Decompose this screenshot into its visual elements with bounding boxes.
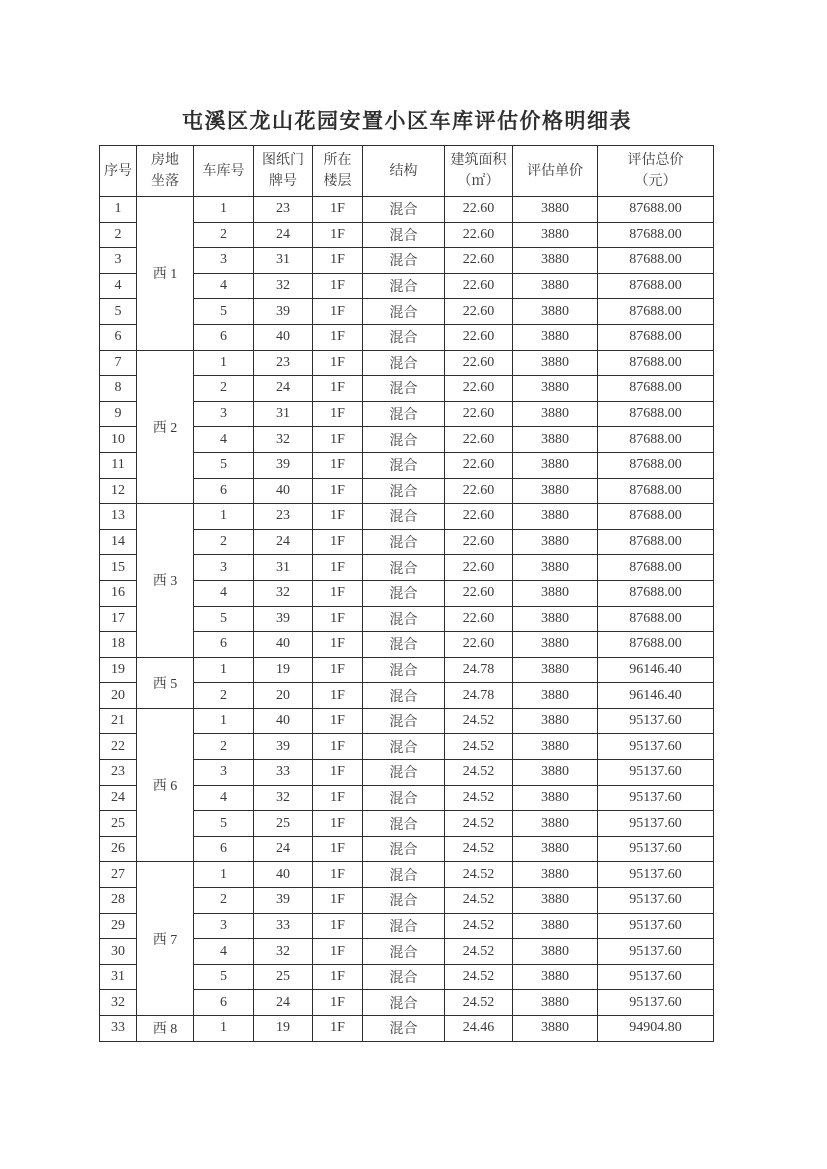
cell-area: 22.60: [445, 452, 513, 478]
cell-total: 87688.00: [598, 478, 714, 504]
cell-area: 22.60: [445, 632, 513, 658]
cell-floor: 1F: [313, 939, 363, 965]
cell-unit_price: 3880: [513, 452, 598, 478]
cell-total: 87688.00: [598, 273, 714, 299]
cell-total: 87688.00: [598, 529, 714, 555]
cell-structure: 混合: [363, 452, 445, 478]
cell-total: 87688.00: [598, 324, 714, 350]
table-row: [100, 657, 714, 683]
cell-garage: 6: [194, 324, 254, 350]
cell-unit_price: 3880: [513, 555, 598, 581]
cell-floor: 1F: [313, 197, 363, 223]
table-row: [100, 504, 714, 530]
cell-garage: 2: [194, 683, 254, 709]
cell-garage: 4: [194, 785, 254, 811]
cell-area: 24.52: [445, 836, 513, 862]
cell-total: 87688.00: [598, 376, 714, 402]
cell-garage: 1: [194, 708, 254, 734]
cell-structure: 混合: [363, 785, 445, 811]
cell-area: 22.60: [445, 504, 513, 530]
cell-garage: 6: [194, 990, 254, 1016]
cell-unit_price: 3880: [513, 248, 598, 274]
cell-location: 西 1: [137, 197, 194, 351]
cell-seq: 16: [100, 580, 137, 606]
cell-total: 87688.00: [598, 632, 714, 658]
cell-garage: 6: [194, 478, 254, 504]
cell-floor: 1F: [313, 555, 363, 581]
cell-garage: 5: [194, 299, 254, 325]
column-header-total: 评估总价 （元）: [598, 146, 714, 197]
cell-unit_price: 3880: [513, 401, 598, 427]
cell-floor: 1F: [313, 606, 363, 632]
column-header-area: 建筑面积 （㎡）: [445, 146, 513, 197]
document-body: [99, 106, 715, 1042]
cell-floor: 1F: [313, 580, 363, 606]
cell-location: 西 2: [137, 350, 194, 504]
cell-floor: 1F: [313, 478, 363, 504]
cell-door: 31: [254, 555, 313, 581]
cell-seq: 21: [100, 708, 137, 734]
cell-seq: 8: [100, 376, 137, 402]
cell-area: 22.60: [445, 478, 513, 504]
column-header-unit_price: 评估单价: [513, 146, 598, 197]
cell-seq: 3: [100, 248, 137, 274]
cell-total: 95137.60: [598, 708, 714, 734]
cell-unit_price: 3880: [513, 529, 598, 555]
cell-structure: 混合: [363, 990, 445, 1016]
cell-floor: 1F: [313, 376, 363, 402]
cell-structure: 混合: [363, 197, 445, 223]
cell-garage: 1: [194, 862, 254, 888]
cell-floor: 1F: [313, 811, 363, 837]
cell-unit_price: 3880: [513, 273, 598, 299]
cell-total: 95137.60: [598, 862, 714, 888]
cell-seq: 1: [100, 197, 137, 223]
cell-door: 32: [254, 939, 313, 965]
cell-total: 87688.00: [598, 401, 714, 427]
cell-unit_price: 3880: [513, 836, 598, 862]
cell-structure: 混合: [363, 913, 445, 939]
cell-structure: 混合: [363, 401, 445, 427]
cell-unit_price: 3880: [513, 990, 598, 1016]
cell-floor: 1F: [313, 990, 363, 1016]
cell-seq: 33: [100, 1016, 137, 1042]
cell-structure: 混合: [363, 555, 445, 581]
cell-seq: 14: [100, 529, 137, 555]
cell-seq: 27: [100, 862, 137, 888]
cell-unit_price: 3880: [513, 785, 598, 811]
cell-garage: 1: [194, 1016, 254, 1042]
column-header-location: 房地 坐落: [137, 146, 194, 197]
cell-garage: 1: [194, 350, 254, 376]
cell-area: 22.60: [445, 222, 513, 248]
cell-garage: 2: [194, 222, 254, 248]
cell-door: 19: [254, 657, 313, 683]
cell-structure: 混合: [363, 964, 445, 990]
cell-unit_price: 3880: [513, 197, 598, 223]
cell-total: 95137.60: [598, 888, 714, 914]
cell-structure: 混合: [363, 888, 445, 914]
cell-total: 87688.00: [598, 452, 714, 478]
cell-door: 23: [254, 504, 313, 530]
table-body: [100, 197, 714, 1042]
cell-area: 24.52: [445, 811, 513, 837]
cell-unit_price: 3880: [513, 760, 598, 786]
cell-door: 39: [254, 888, 313, 914]
cell-floor: 1F: [313, 964, 363, 990]
cell-floor: 1F: [313, 248, 363, 274]
cell-floor: 1F: [313, 888, 363, 914]
cell-total: 95137.60: [598, 811, 714, 837]
cell-door: 32: [254, 785, 313, 811]
cell-structure: 混合: [363, 939, 445, 965]
cell-door: 39: [254, 606, 313, 632]
cell-seq: 26: [100, 836, 137, 862]
cell-structure: 混合: [363, 478, 445, 504]
cell-floor: 1F: [313, 760, 363, 786]
cell-door: 24: [254, 222, 313, 248]
cell-area: 24.52: [445, 888, 513, 914]
cell-unit_price: 3880: [513, 683, 598, 709]
cell-area: 24.52: [445, 862, 513, 888]
cell-structure: 混合: [363, 632, 445, 658]
cell-unit_price: 3880: [513, 811, 598, 837]
cell-garage: 3: [194, 760, 254, 786]
cell-structure: 混合: [363, 811, 445, 837]
cell-seq: 2: [100, 222, 137, 248]
table-row: [100, 1016, 714, 1042]
cell-structure: 混合: [363, 734, 445, 760]
cell-area: 22.60: [445, 248, 513, 274]
cell-unit_price: 3880: [513, 939, 598, 965]
cell-structure: 混合: [363, 273, 445, 299]
cell-unit_price: 3880: [513, 299, 598, 325]
cell-floor: 1F: [313, 299, 363, 325]
cell-area: 22.60: [445, 555, 513, 581]
cell-area: 22.60: [445, 401, 513, 427]
cell-garage: 3: [194, 248, 254, 274]
cell-floor: 1F: [313, 350, 363, 376]
column-header-structure: 结构: [363, 146, 445, 197]
cell-unit_price: 3880: [513, 657, 598, 683]
cell-structure: 混合: [363, 760, 445, 786]
page-title: 屯溪区龙山花园安置小区车库评估价格明细表: [182, 109, 632, 133]
cell-unit_price: 3880: [513, 222, 598, 248]
cell-structure: 混合: [363, 504, 445, 530]
cell-door: 25: [254, 811, 313, 837]
cell-door: 40: [254, 478, 313, 504]
cell-floor: 1F: [313, 657, 363, 683]
cell-unit_price: 3880: [513, 862, 598, 888]
cell-total: 95137.60: [598, 990, 714, 1016]
cell-floor: 1F: [313, 529, 363, 555]
cell-seq: 30: [100, 939, 137, 965]
cell-unit_price: 3880: [513, 913, 598, 939]
cell-door: 40: [254, 324, 313, 350]
table-row: [100, 197, 714, 223]
cell-seq: 20: [100, 683, 137, 709]
cell-floor: 1F: [313, 708, 363, 734]
cell-door: 24: [254, 990, 313, 1016]
cell-structure: 混合: [363, 683, 445, 709]
cell-area: 24.52: [445, 913, 513, 939]
cell-seq: 24: [100, 785, 137, 811]
cell-structure: 混合: [363, 862, 445, 888]
cell-seq: 11: [100, 452, 137, 478]
cell-garage: 4: [194, 427, 254, 453]
table-row: [100, 708, 714, 734]
cell-door: 40: [254, 632, 313, 658]
cell-unit_price: 3880: [513, 964, 598, 990]
cell-seq: 15: [100, 555, 137, 581]
cell-area: 24.52: [445, 760, 513, 786]
cell-door: 31: [254, 248, 313, 274]
cell-garage: 3: [194, 913, 254, 939]
cell-unit_price: 3880: [513, 504, 598, 530]
cell-door: 32: [254, 427, 313, 453]
cell-structure: 混合: [363, 529, 445, 555]
cell-door: 32: [254, 273, 313, 299]
cell-floor: 1F: [313, 913, 363, 939]
cell-structure: 混合: [363, 580, 445, 606]
cell-total: 87688.00: [598, 555, 714, 581]
cell-structure: 混合: [363, 299, 445, 325]
cell-area: 24.52: [445, 708, 513, 734]
cell-total: 87688.00: [598, 197, 714, 223]
cell-floor: 1F: [313, 222, 363, 248]
price-table: [99, 145, 714, 1042]
cell-garage: 5: [194, 811, 254, 837]
cell-seq: 6: [100, 324, 137, 350]
cell-structure: 混合: [363, 350, 445, 376]
cell-door: 33: [254, 913, 313, 939]
cell-floor: 1F: [313, 504, 363, 530]
cell-area: 24.52: [445, 990, 513, 1016]
cell-seq: 9: [100, 401, 137, 427]
cell-area: 22.60: [445, 427, 513, 453]
cell-location: 西 6: [137, 708, 194, 862]
cell-area: 22.60: [445, 324, 513, 350]
cell-total: 87688.00: [598, 504, 714, 530]
cell-total: 95137.60: [598, 939, 714, 965]
header-row: [100, 146, 714, 197]
cell-structure: 混合: [363, 708, 445, 734]
cell-unit_price: 3880: [513, 734, 598, 760]
cell-structure: 混合: [363, 376, 445, 402]
cell-area: 24.52: [445, 785, 513, 811]
cell-garage: 3: [194, 401, 254, 427]
cell-seq: 19: [100, 657, 137, 683]
cell-garage: 2: [194, 376, 254, 402]
cell-door: 39: [254, 299, 313, 325]
cell-total: 95137.60: [598, 964, 714, 990]
cell-garage: 6: [194, 632, 254, 658]
cell-door: 39: [254, 452, 313, 478]
cell-garage: 1: [194, 504, 254, 530]
cell-seq: 5: [100, 299, 137, 325]
cell-structure: 混合: [363, 222, 445, 248]
cell-floor: 1F: [313, 273, 363, 299]
cell-total: 95137.60: [598, 785, 714, 811]
cell-door: 19: [254, 1016, 313, 1042]
cell-seq: 31: [100, 964, 137, 990]
cell-structure: 混合: [363, 606, 445, 632]
cell-seq: 18: [100, 632, 137, 658]
table-row: [100, 350, 714, 376]
cell-total: 87688.00: [598, 248, 714, 274]
cell-unit_price: 3880: [513, 427, 598, 453]
cell-total: 87688.00: [598, 299, 714, 325]
cell-seq: 10: [100, 427, 137, 453]
cell-area: 22.60: [445, 529, 513, 555]
cell-unit_price: 3880: [513, 324, 598, 350]
cell-floor: 1F: [313, 734, 363, 760]
cell-floor: 1F: [313, 683, 363, 709]
cell-garage: 5: [194, 606, 254, 632]
cell-total: 95137.60: [598, 734, 714, 760]
cell-door: 32: [254, 580, 313, 606]
cell-floor: 1F: [313, 1016, 363, 1042]
cell-area: 24.78: [445, 657, 513, 683]
cell-garage: 2: [194, 529, 254, 555]
cell-floor: 1F: [313, 401, 363, 427]
cell-floor: 1F: [313, 632, 363, 658]
cell-area: 24.52: [445, 964, 513, 990]
cell-floor: 1F: [313, 324, 363, 350]
cell-total: 87688.00: [598, 427, 714, 453]
cell-area: 24.78: [445, 683, 513, 709]
cell-garage: 5: [194, 452, 254, 478]
cell-total: 96146.40: [598, 657, 714, 683]
table-header: [100, 146, 714, 197]
cell-total: 87688.00: [598, 350, 714, 376]
cell-garage: 2: [194, 888, 254, 914]
cell-seq: 13: [100, 504, 137, 530]
cell-door: 39: [254, 734, 313, 760]
cell-total: 87688.00: [598, 580, 714, 606]
cell-unit_price: 3880: [513, 478, 598, 504]
cell-garage: 1: [194, 657, 254, 683]
cell-door: 33: [254, 760, 313, 786]
cell-garage: 2: [194, 734, 254, 760]
cell-unit_price: 3880: [513, 376, 598, 402]
column-header-seq: 序号: [100, 146, 137, 197]
cell-unit_price: 3880: [513, 580, 598, 606]
cell-total: 95137.60: [598, 913, 714, 939]
cell-unit_price: 3880: [513, 350, 598, 376]
cell-seq: 12: [100, 478, 137, 504]
cell-unit_price: 3880: [513, 708, 598, 734]
cell-door: 40: [254, 708, 313, 734]
cell-seq: 29: [100, 913, 137, 939]
cell-floor: 1F: [313, 785, 363, 811]
cell-door: 40: [254, 862, 313, 888]
cell-total: 94904.80: [598, 1016, 714, 1042]
cell-area: 22.60: [445, 197, 513, 223]
cell-door: 23: [254, 350, 313, 376]
cell-door: 23: [254, 197, 313, 223]
cell-total: 95137.60: [598, 760, 714, 786]
cell-structure: 混合: [363, 324, 445, 350]
cell-area: 24.46: [445, 1016, 513, 1042]
cell-structure: 混合: [363, 427, 445, 453]
column-header-floor: 所在 楼层: [313, 146, 363, 197]
cell-structure: 混合: [363, 248, 445, 274]
cell-location: 西 3: [137, 504, 194, 658]
cell-floor: 1F: [313, 427, 363, 453]
cell-seq: 22: [100, 734, 137, 760]
cell-garage: 6: [194, 836, 254, 862]
cell-location: 西 8: [137, 1016, 194, 1042]
cell-location: 西 7: [137, 862, 194, 1016]
cell-door: 24: [254, 376, 313, 402]
cell-garage: 1: [194, 197, 254, 223]
cell-seq: 25: [100, 811, 137, 837]
cell-door: 31: [254, 401, 313, 427]
cell-area: 22.60: [445, 299, 513, 325]
cell-total: 87688.00: [598, 606, 714, 632]
cell-seq: 4: [100, 273, 137, 299]
cell-door: 25: [254, 964, 313, 990]
cell-unit_price: 3880: [513, 606, 598, 632]
cell-garage: 4: [194, 273, 254, 299]
cell-garage: 4: [194, 580, 254, 606]
cell-total: 95137.60: [598, 836, 714, 862]
column-header-garage: 车库号: [194, 146, 254, 197]
cell-garage: 3: [194, 555, 254, 581]
cell-location: 西 5: [137, 657, 194, 708]
cell-seq: 17: [100, 606, 137, 632]
cell-floor: 1F: [313, 452, 363, 478]
cell-area: 24.52: [445, 734, 513, 760]
cell-structure: 混合: [363, 657, 445, 683]
cell-floor: 1F: [313, 836, 363, 862]
cell-door: 20: [254, 683, 313, 709]
cell-total: 96146.40: [598, 683, 714, 709]
cell-door: 24: [254, 529, 313, 555]
cell-area: 22.60: [445, 273, 513, 299]
cell-seq: 7: [100, 350, 137, 376]
column-header-door: 图纸门 牌号: [254, 146, 313, 197]
cell-garage: 4: [194, 939, 254, 965]
cell-floor: 1F: [313, 862, 363, 888]
cell-door: 24: [254, 836, 313, 862]
cell-structure: 混合: [363, 836, 445, 862]
cell-area: 22.60: [445, 606, 513, 632]
cell-unit_price: 3880: [513, 1016, 598, 1042]
cell-seq: 23: [100, 760, 137, 786]
cell-structure: 混合: [363, 1016, 445, 1042]
cell-garage: 5: [194, 964, 254, 990]
cell-total: 87688.00: [598, 222, 714, 248]
cell-seq: 28: [100, 888, 137, 914]
cell-unit_price: 3880: [513, 888, 598, 914]
cell-area: 24.52: [445, 939, 513, 965]
cell-seq: 32: [100, 990, 137, 1016]
cell-area: 22.60: [445, 580, 513, 606]
table-row: [100, 862, 714, 888]
cell-area: 22.60: [445, 376, 513, 402]
cell-unit_price: 3880: [513, 632, 598, 658]
cell-area: 22.60: [445, 350, 513, 376]
